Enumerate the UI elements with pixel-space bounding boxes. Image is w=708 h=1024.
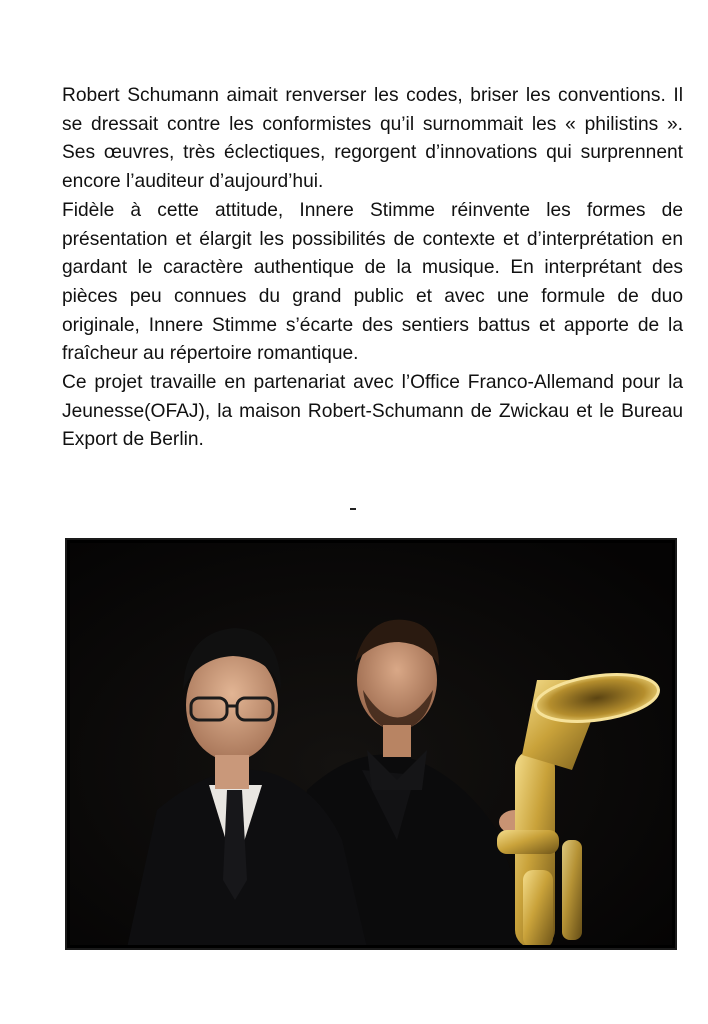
body-text bbox=[62, 82, 683, 455]
paragraph-innere-stimme: Fidèle à cette attitude, Innere Stimme réinvente les formes de présentation et élargit les possibilités de contexte et d’interprétation en gardant le caractère authentique de la musique. En interprétant des pièces peu connues du grand public et avec une formule de duo originale, Innere Stimme s’écarte des sentiers battus et apporte de la fraîcheur au répertoire romantique. bbox=[62, 199, 683, 365]
paragraph-partnership: Ce projet travaille en partenariat avec l’Office Franco-Allemand pour la Jeunesse(OFAJ), la maison Robert-Schumann de Zwickau et le Bureau Export de Berlin. bbox=[62, 372, 683, 451]
duo-photo-illustration bbox=[67, 540, 675, 948]
paragraph-schumann: Robert Schumann aimait renverser les codes, briser les conventions. Il se dressait contre les conformistes qu’il surnommait les « philistins ». Ses œuvres, très éclectiques, regorgent d’innovations qui surprennent encore l’auditeur d’aujourd’hui. bbox=[62, 85, 683, 193]
duo-photo bbox=[67, 540, 675, 948]
separator-mark bbox=[350, 508, 356, 510]
